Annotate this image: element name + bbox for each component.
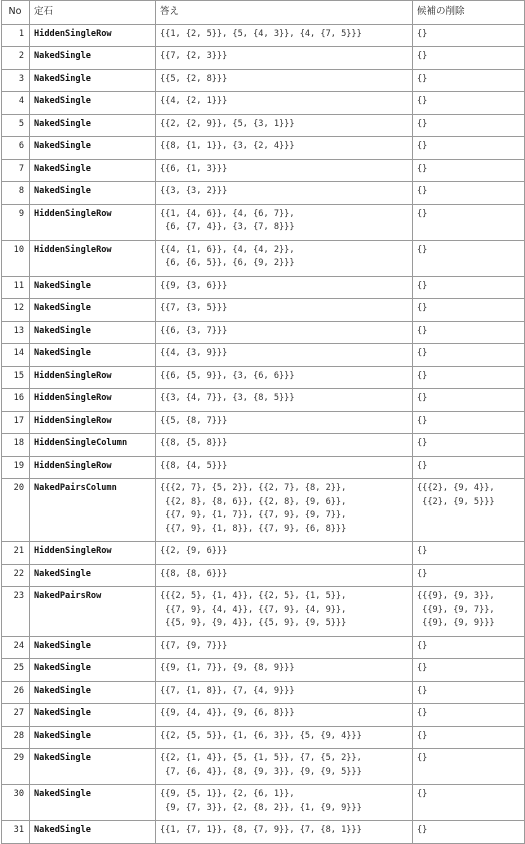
no-cell: 24 xyxy=(2,636,30,659)
elimination-cell: {} xyxy=(413,321,525,344)
table-row xyxy=(2,366,525,389)
table-row xyxy=(2,749,525,785)
strategy-cell: HiddenSingleRow xyxy=(30,456,156,479)
elimination-cell: {} xyxy=(413,276,525,299)
elimination-cell: {} xyxy=(413,704,525,727)
elimination-cell: {} xyxy=(413,389,525,412)
no-cell: 11 xyxy=(2,276,30,299)
strategy-cell: NakedSingle xyxy=(30,821,156,844)
elimination-cell: {} xyxy=(413,182,525,205)
no-cell: 7 xyxy=(2,159,30,182)
strategy-cell: NakedSingle xyxy=(30,749,156,785)
elimination-cell: {} xyxy=(413,92,525,115)
strategy-cell: NakedPairsColumn xyxy=(30,479,156,542)
no-cell: 16 xyxy=(2,389,30,412)
no-cell: 1 xyxy=(2,24,30,47)
strategy-cell: HiddenSingleColumn xyxy=(30,434,156,457)
elimination-cell: {} xyxy=(413,456,525,479)
answer-cell: {{8, {1, 1}}, {3, {2, 4}}} xyxy=(156,137,413,160)
strategy-cell: NakedSingle xyxy=(30,344,156,367)
answer-cell: {{3, {4, 7}}, {3, {8, 5}}} xyxy=(156,389,413,412)
table-row xyxy=(2,24,525,47)
answer-cell: {{9, {3, 6}}} xyxy=(156,276,413,299)
no-cell: 9 xyxy=(2,204,30,240)
table-row xyxy=(2,240,525,276)
answer-cell: {{2, {2, 9}}, {5, {3, 1}}} xyxy=(156,114,413,137)
strategy-cell: NakedSingle xyxy=(30,681,156,704)
strategy-cell: NakedSingle xyxy=(30,321,156,344)
answer-cell: {{6, {5, 9}}, {3, {6, 6}}} xyxy=(156,366,413,389)
table-row xyxy=(2,69,525,92)
strategy-cell: NakedSingle xyxy=(30,159,156,182)
answer-cell: {{5, {2, 8}}} xyxy=(156,69,413,92)
no-cell: 6 xyxy=(2,137,30,160)
answer-cell: {{7, {2, 3}}} xyxy=(156,47,413,70)
elimination-cell: {} xyxy=(413,749,525,785)
table-row xyxy=(2,659,525,682)
strategy-cell: HiddenSingleRow xyxy=(30,411,156,434)
table-row xyxy=(2,204,525,240)
table-row xyxy=(2,389,525,412)
elimination-cell: {} xyxy=(413,204,525,240)
answer-cell: {{7, {9, 7}}} xyxy=(156,636,413,659)
no-cell: 31 xyxy=(2,821,30,844)
header-elimination: 候補の削除 xyxy=(413,1,525,25)
elimination-cell: {} xyxy=(413,240,525,276)
table-row xyxy=(2,821,525,844)
answer-cell: {{4, {3, 9}}} xyxy=(156,344,413,367)
strategy-cell: NakedSingle xyxy=(30,785,156,821)
no-cell: 28 xyxy=(2,726,30,749)
no-cell: 5 xyxy=(2,114,30,137)
header-strategy: 定石 xyxy=(30,1,156,25)
strategy-cell: NakedSingle xyxy=(30,726,156,749)
answer-cell: {{8, {5, 8}}} xyxy=(156,434,413,457)
no-cell: 14 xyxy=(2,344,30,367)
no-cell: 10 xyxy=(2,240,30,276)
strategy-cell: HiddenSingleRow xyxy=(30,542,156,565)
no-cell: 30 xyxy=(2,785,30,821)
no-cell: 15 xyxy=(2,366,30,389)
strategy-cell: HiddenSingleRow xyxy=(30,389,156,412)
answer-cell: {{8, {8, 6}}} xyxy=(156,564,413,587)
table-row xyxy=(2,411,525,434)
strategy-cell: NakedSingle xyxy=(30,182,156,205)
table-row xyxy=(2,479,525,542)
no-cell: 25 xyxy=(2,659,30,682)
no-cell: 12 xyxy=(2,299,30,322)
table-row xyxy=(2,321,525,344)
strategy-cell: NakedSingle xyxy=(30,276,156,299)
strategy-cell: NakedSingle xyxy=(30,137,156,160)
strategy-cell: HiddenSingleRow xyxy=(30,366,156,389)
elimination-cell: {} xyxy=(413,564,525,587)
elimination-cell: {} xyxy=(413,434,525,457)
strategy-cell: NakedPairsRow xyxy=(30,587,156,637)
answer-cell: {{7, {3, 5}}} xyxy=(156,299,413,322)
header-no: No xyxy=(2,1,30,25)
no-cell: 3 xyxy=(2,69,30,92)
elimination-cell: {} xyxy=(413,114,525,137)
elimination-cell: {} xyxy=(413,344,525,367)
elimination-cell: {} xyxy=(413,159,525,182)
table-row xyxy=(2,344,525,367)
strategy-cell: NakedSingle xyxy=(30,69,156,92)
strategy-cell: NakedSingle xyxy=(30,299,156,322)
elimination-cell: {} xyxy=(413,411,525,434)
elimination-cell: {} xyxy=(413,726,525,749)
answer-cell: {{9, {5, 1}}, {2, {6, 1}}, {9, {7, 3}}, {2, {8, 2}}, {1, {9, 9}}} xyxy=(156,785,413,821)
elimination-cell: {} xyxy=(413,47,525,70)
table-row xyxy=(2,276,525,299)
table-row xyxy=(2,47,525,70)
answer-cell: {{4, {2, 1}}} xyxy=(156,92,413,115)
no-cell: 18 xyxy=(2,434,30,457)
table-row xyxy=(2,456,525,479)
answer-cell: {{2, {9, 6}}} xyxy=(156,542,413,565)
strategy-cell: NakedSingle xyxy=(30,47,156,70)
no-cell: 17 xyxy=(2,411,30,434)
elimination-cell: {} xyxy=(413,366,525,389)
answer-cell: {{1, {7, 1}}, {8, {7, 9}}, {7, {8, 1}}} xyxy=(156,821,413,844)
elimination-cell: {} xyxy=(413,821,525,844)
elimination-cell: {{{9}, {9, 3}}, {{9}, {9, 7}}, {{9}, {9, 9}}} xyxy=(413,587,525,637)
answer-cell: {{1, {2, 5}}, {5, {4, 3}}, {4, {7, 5}}} xyxy=(156,24,413,47)
table-row xyxy=(2,299,525,322)
no-cell: 2 xyxy=(2,47,30,70)
elimination-cell: {} xyxy=(413,659,525,682)
header-row xyxy=(2,1,525,25)
no-cell: 27 xyxy=(2,704,30,727)
answer-cell: {{2, {1, 4}}, {5, {1, 5}}, {7, {5, 2}}, {7, {6, 4}}, {8, {9, 3}}, {9, {9, 5}}} xyxy=(156,749,413,785)
strategy-cell: NakedSingle xyxy=(30,636,156,659)
answer-cell: {{1, {4, 6}}, {4, {6, 7}}, {6, {7, 4}}, {3, {7, 8}}} xyxy=(156,204,413,240)
answer-cell: {{5, {8, 7}}} xyxy=(156,411,413,434)
no-cell: 23 xyxy=(2,587,30,637)
elimination-cell: {} xyxy=(413,69,525,92)
answer-cell: {{9, {1, 7}}, {9, {8, 9}}} xyxy=(156,659,413,682)
elimination-cell: {} xyxy=(413,785,525,821)
table-row xyxy=(2,542,525,565)
table-row xyxy=(2,434,525,457)
elimination-cell: {} xyxy=(413,636,525,659)
strategy-cell: NakedSingle xyxy=(30,704,156,727)
table-row xyxy=(2,726,525,749)
elimination-cell: {} xyxy=(413,681,525,704)
answer-cell: {{6, {3, 7}}} xyxy=(156,321,413,344)
answer-cell: {{2, {5, 5}}, {1, {6, 3}}, {5, {9, 4}}} xyxy=(156,726,413,749)
elimination-cell: {} xyxy=(413,137,525,160)
sudoku-strategy-table xyxy=(1,0,525,844)
answer-cell: {{7, {1, 8}}, {7, {4, 9}}} xyxy=(156,681,413,704)
strategy-cell: NakedSingle xyxy=(30,114,156,137)
elimination-cell: {} xyxy=(413,542,525,565)
table-row xyxy=(2,159,525,182)
strategy-cell: HiddenSingleRow xyxy=(30,204,156,240)
strategy-cell: HiddenSingleRow xyxy=(30,240,156,276)
strategy-cell: NakedSingle xyxy=(30,564,156,587)
answer-cell: {{4, {1, 6}}, {4, {4, 2}}, {6, {6, 5}}, {6, {9, 2}}} xyxy=(156,240,413,276)
strategy-cell: HiddenSingleRow xyxy=(30,24,156,47)
table-row xyxy=(2,92,525,115)
elimination-cell: {{{2}, {9, 4}}, {{2}, {9, 5}}} xyxy=(413,479,525,542)
table-row xyxy=(2,681,525,704)
no-cell: 26 xyxy=(2,681,30,704)
table-row xyxy=(2,182,525,205)
answer-cell: {{9, {4, 4}}, {9, {6, 8}}} xyxy=(156,704,413,727)
elimination-cell: {} xyxy=(413,299,525,322)
answer-cell: {{3, {3, 2}}} xyxy=(156,182,413,205)
table-row xyxy=(2,785,525,821)
table-row xyxy=(2,137,525,160)
no-cell: 22 xyxy=(2,564,30,587)
answer-cell: {{{2, 7}, {5, 2}}, {{2, 7}, {8, 2}}, {{2, 8}, {8, 6}}, {{2, 8}, {9, 6}}, {{7, 9}, {1, 7}}, {{7, 9}, {9, 7}}, {{7, 9}, {1, 8}}, {{7, 9}, {6, 8}}} xyxy=(156,479,413,542)
table-row xyxy=(2,564,525,587)
answer-cell: {{{2, 5}, {1, 4}}, {{2, 5}, {1, 5}}, {{7, 9}, {4, 4}}, {{7, 9}, {4, 9}}, {{5, 9}, {9, 4}}, {{5, 9}, {9, 5}}} xyxy=(156,587,413,637)
answer-cell: {{6, {1, 3}}} xyxy=(156,159,413,182)
table-row xyxy=(2,636,525,659)
no-cell: 8 xyxy=(2,182,30,205)
table-row xyxy=(2,114,525,137)
elimination-cell: {} xyxy=(413,24,525,47)
header-answer: 答え xyxy=(156,1,413,25)
strategy-cell: NakedSingle xyxy=(30,659,156,682)
no-cell: 29 xyxy=(2,749,30,785)
answer-cell: {{8, {4, 5}}} xyxy=(156,456,413,479)
no-cell: 20 xyxy=(2,479,30,542)
no-cell: 19 xyxy=(2,456,30,479)
table-row xyxy=(2,587,525,637)
no-cell: 13 xyxy=(2,321,30,344)
table-row xyxy=(2,704,525,727)
strategy-cell: NakedSingle xyxy=(30,92,156,115)
no-cell: 21 xyxy=(2,542,30,565)
no-cell: 4 xyxy=(2,92,30,115)
